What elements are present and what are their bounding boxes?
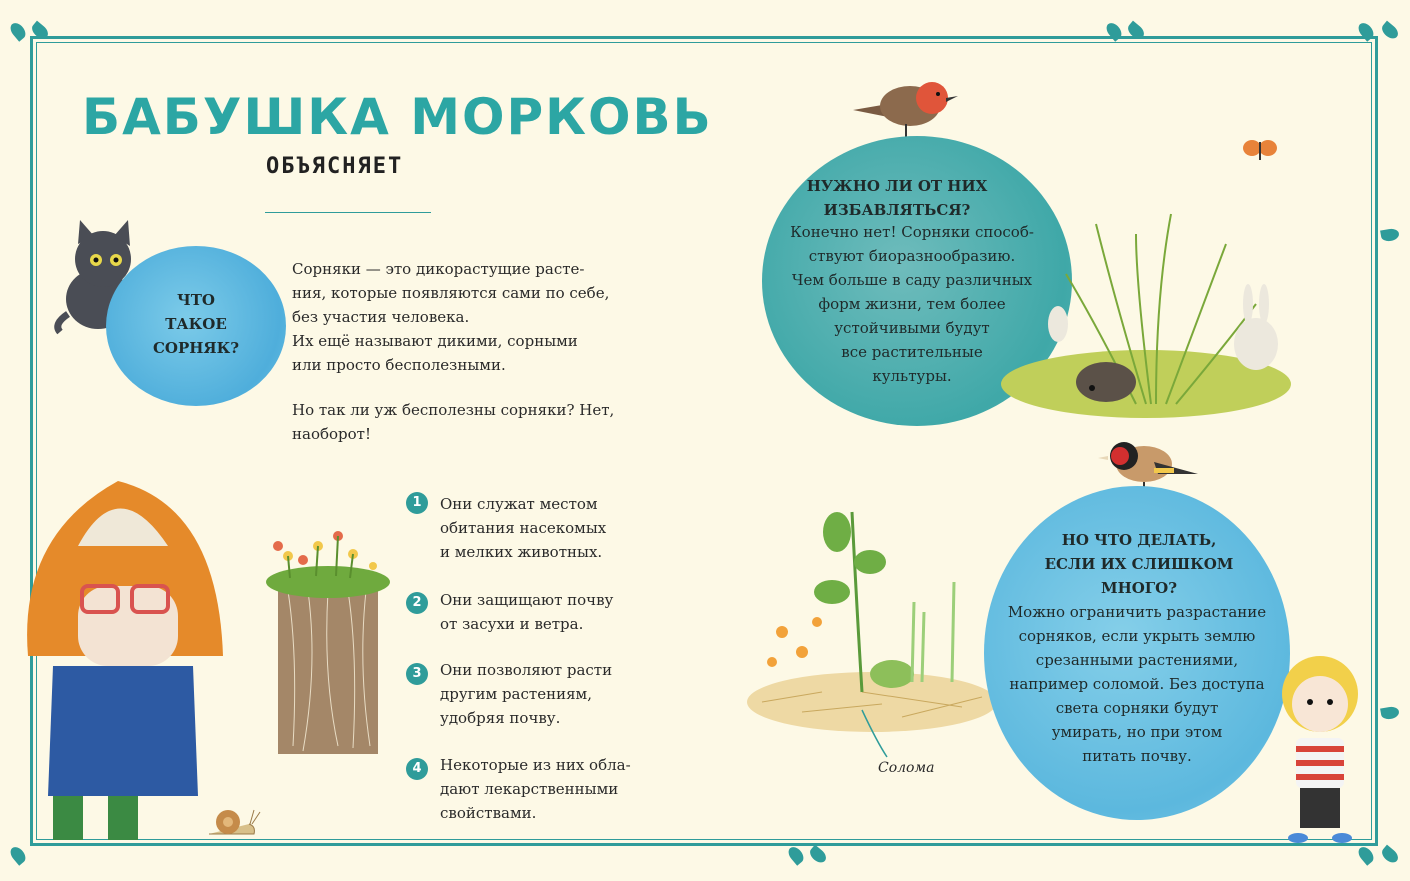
weed-question-paragraph: Но так ли уж бесполезны сорняки? Нет, наоборот!: [292, 401, 615, 443]
benefit-number-2: 2: [406, 592, 428, 614]
snail-illustration: [204, 800, 264, 840]
leaf-ornament-icon: [1379, 845, 1401, 866]
hedgehog-rabbit-grass-illustration: [996, 204, 1296, 418]
too-many-weeds-text: Можно ограничить разрастание сорняков, если укрыть землю срезанными растениями, например соломой. Без доступа света сорняки будут умирать, но при этом питать почву.: [1007, 603, 1267, 765]
benefit-number-4: 4: [406, 758, 428, 780]
leaf-ornament-icon: [786, 844, 807, 866]
benefit-item-4: Некоторые из них обла- дают лекарственными свойствами.: [440, 756, 631, 822]
straw-caption: Солома: [878, 760, 935, 776]
page-subtitle: ОБЪЯСНЯЕТ: [266, 154, 404, 179]
benefit-number-1: 1: [406, 492, 428, 514]
butterfly-illustration: [1240, 136, 1280, 166]
title-divider: [265, 212, 431, 213]
benefit-item-3: Они позволяют расти другим растениям, удобряя почву.: [440, 661, 613, 727]
leaf-ornament-icon: [1379, 21, 1401, 42]
leaf-ornament-icon: [1380, 228, 1400, 243]
remove-weeds-label: НУЖНО ЛИ ОТ НИХ ИЗБАВЛЯТЬСЯ?: [806, 177, 988, 219]
weed-definition-paragraph: Сорняки — это дикорастущие расте- ния, которые появляются сами по себе, без участия человека. Их ещё называют дикими, сорными или просто бесполезными.: [292, 260, 610, 374]
straw-garden-illustration: [742, 492, 1012, 742]
robin-bird-illustration: [848, 74, 968, 140]
leaf-ornament-icon: [1380, 706, 1400, 721]
leaf-ornament-icon: [807, 845, 829, 866]
what-is-weed-label: ЧТО ТАКОЕ СОРНЯК?: [152, 291, 240, 357]
boy-illustration: [1262, 642, 1378, 846]
benefit-item-1: Они служат местом обитания насекомых и мелких животных.: [440, 495, 607, 561]
remove-weeds-text: Конечно нет! Сорняки способ- ствуют биоразнообразию. Чем больше в саду различных форм жизни, тем более устойчивыми будут все растительные культуры.: [790, 223, 1034, 385]
too-many-weeds-label: НО ЧТО ДЕЛАТЬ, ЕСЛИ ИХ СЛИШКОМ МНОГО?: [1044, 531, 1234, 597]
leaf-ornament-icon: [8, 20, 29, 42]
leaf-ornament-icon: [8, 844, 29, 866]
page-title: БАБУШКА МОРКОВЬ: [82, 88, 713, 146]
grandma-illustration: [8, 476, 248, 846]
weed-soil-illustration: [258, 516, 398, 756]
benefit-number-3: 3: [406, 663, 428, 685]
benefit-item-2: Они защищают почву от засухи и ветра.: [440, 591, 614, 633]
leaf-ornament-icon: [1356, 844, 1377, 866]
